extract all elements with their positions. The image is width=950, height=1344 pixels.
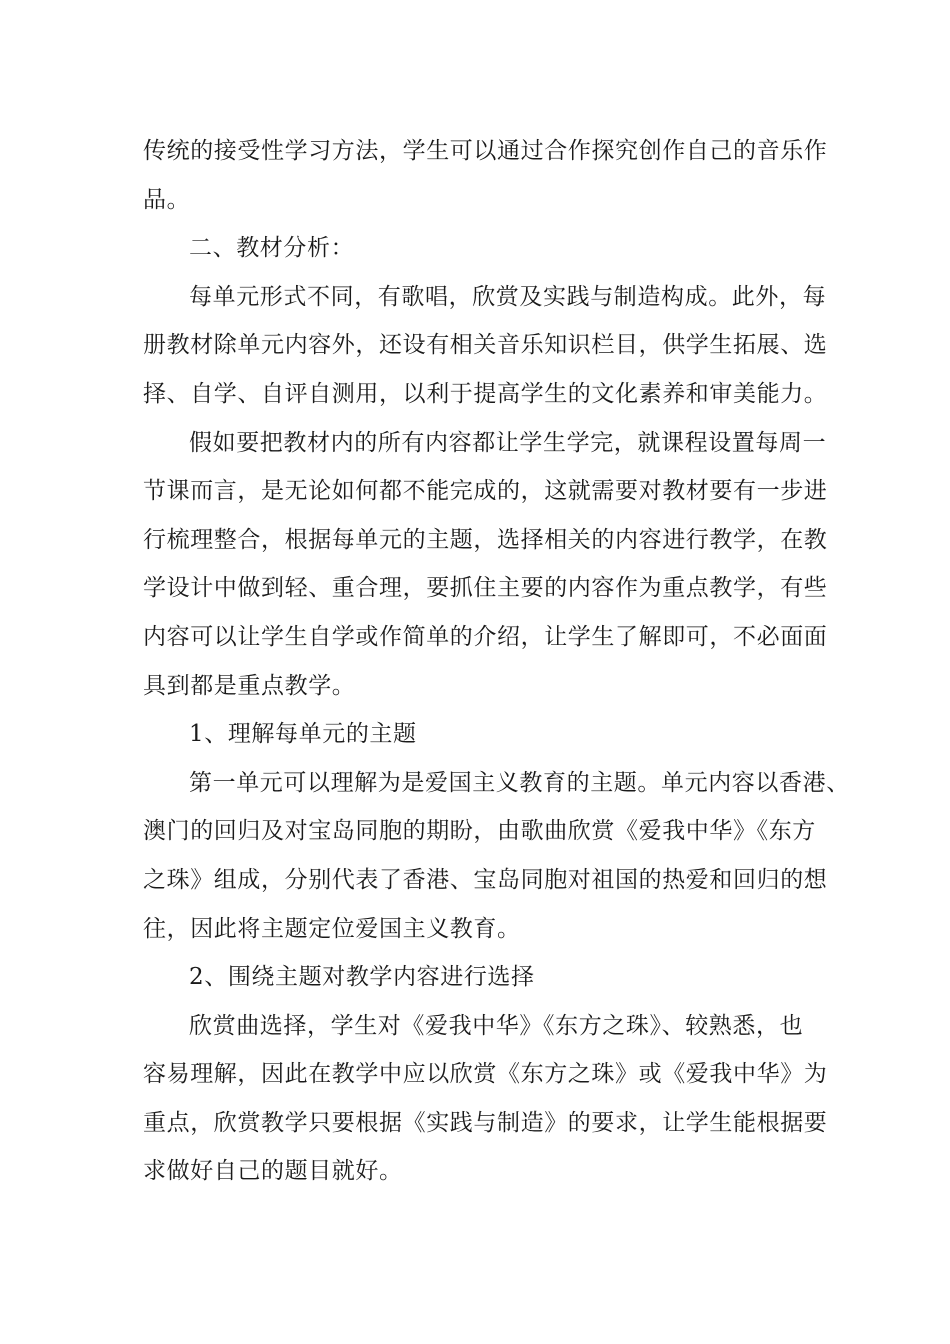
paragraph-unit-forms	[143, 273, 833, 419]
text-line: 第一单元可以理解为是爱国主义教育的主题。单元内容以香港、	[189, 769, 850, 796]
text-line: 行梳理整合，根据每单元的主题，选择相关的内容进行教学，在教	[143, 526, 828, 553]
text-line: 假如要把教材内的所有内容都让学生学完，就课程设置每周一	[189, 429, 827, 456]
point-1-heading	[143, 710, 833, 759]
section-heading: 二、教材分析：	[189, 235, 355, 262]
text-line: 往，因此将主题定位爱国主义教育。	[143, 915, 521, 942]
text-line: 之珠》组成，分别代表了香港、宝岛同胞对祖国的热爱和回归的想	[143, 866, 828, 893]
text-line: 澳门的回归及对宝岛同胞的期盼，由歌曲欣赏《爱我中华》《东方	[143, 818, 816, 845]
text-line: 每单元形式不同，有歌唱，欣赏及实践与制造构成。此外，每	[189, 283, 827, 310]
subsection-heading: 2、围绕主题对教学内容进行选择	[189, 964, 535, 991]
text-line: 册教材除单元内容外，还设有相关音乐知识栏目，供学生拓展、选	[143, 332, 828, 359]
text-line: 择、自学、自评自测用，以利于提高学生的文化素养和审美能力。	[143, 380, 828, 407]
text-line: 容易理解，因此在教学中应以欣赏《东方之珠》或《爱我中华》为	[143, 1061, 828, 1088]
text-line: 节课而言，是无论如何都不能完成的，这就需要对教材要有一步进	[143, 478, 828, 505]
subsection-heading: 1、理解每单元的主题	[189, 721, 417, 748]
point-2-heading	[143, 953, 833, 1002]
paragraph-intro-continuation	[143, 127, 833, 224]
paragraph-appreciation-selection	[143, 1002, 833, 1196]
document-body	[143, 127, 850, 1196]
text-line: 品。	[143, 186, 191, 213]
text-line: 求做好自己的题目就好。	[143, 1158, 403, 1185]
text-line: 重点，欣赏教学只要根据《实践与制造》的要求，让学生能根据要	[143, 1109, 828, 1136]
text-line: 内容可以让学生自学或作简单的介绍，让学生了解即可，不必面面	[143, 623, 828, 650]
text-line: 传统的接受性学习方法，学生可以通过合作探究创作自己的音乐作	[143, 138, 828, 164]
text-line: 欣赏曲选择，学生对《爱我中华》《东方之珠》、较熟悉，也	[189, 1012, 804, 1039]
section-heading-textbook-analysis	[143, 224, 833, 273]
paragraph-unit-one-theme	[143, 759, 850, 953]
text-line: 具到都是重点教学。	[143, 672, 356, 699]
paragraph-curriculum-integration	[143, 419, 833, 711]
text-line: 学设计中做到轻、重合理，要抓住主要的内容作为重点教学，有些	[143, 575, 828, 602]
